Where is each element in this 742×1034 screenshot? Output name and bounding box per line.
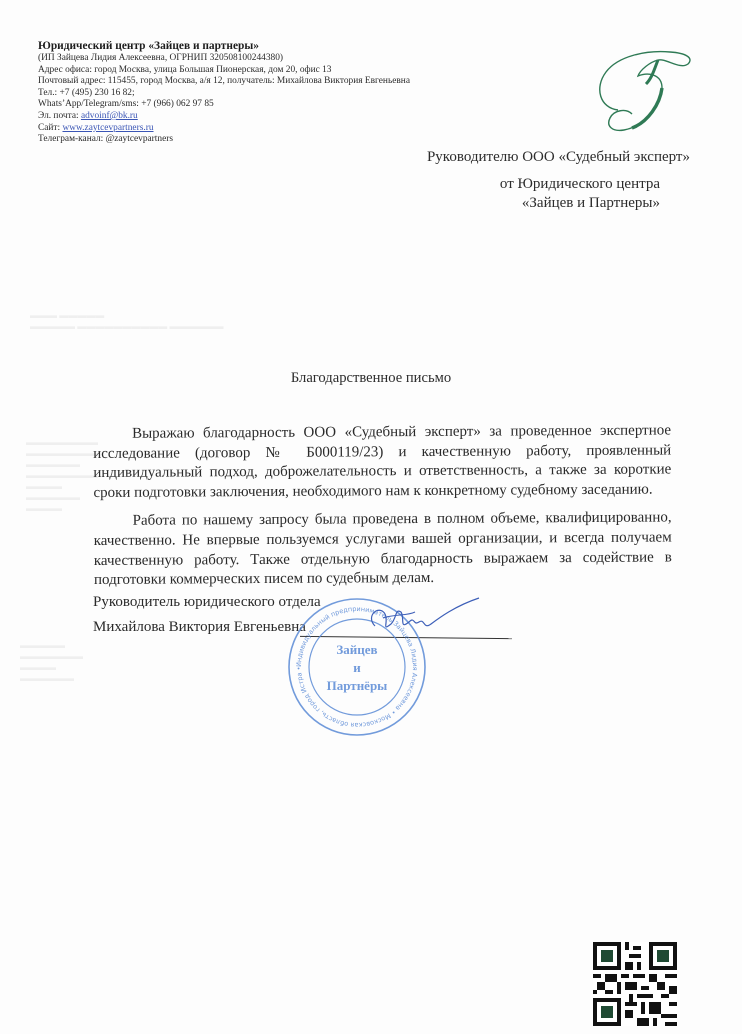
letterhead-line: Почтовый адрес: 115455, город Москва, а/я 12, получатель: Михайлова Виктория Евгеньевна — [38, 76, 410, 87]
site-link[interactable]: www.zaytcevpartners.ru — [62, 122, 154, 133]
letterhead-line: Whats’App/Telegram/sms: +7 (966) 062 97 85 — [38, 99, 214, 110]
letterhead-line: Тел.: +7 (495) 230 16 82; — [38, 87, 135, 98]
handwritten-signature — [355, 596, 485, 644]
svg-text:Индивидуальный предприниматель: Индивидуальный предприниматель Зайцева Лидия Алексеевна • Московская область, город Истра • — [294, 604, 420, 730]
site-line: Сайт: www.zaytcevpartners.ru — [38, 122, 154, 133]
signer-name: Михайлова Виктория Евгеньевна — [93, 619, 306, 635]
body-paragraph: Выражаю благодарность ООО «Судебный эксперт» за проведенное экспертное исследование (договор № Б000119/23) и качественную работу, проявленный индивидуальный подход, доброжелательность и ответственность, а также за короткие сроки подготовки заключения, необходимого нам к конкретному судебному заседанию. — [93, 422, 672, 501]
svg-text:Зайцев: Зайцев — [336, 642, 378, 657]
telegram-line: Телеграм-канал: @zaytcevpartners — [38, 134, 174, 145]
svg-text:Партнёры: Партнёры — [326, 678, 388, 693]
addressee-from: от Юридического центра — [499, 176, 660, 192]
email-line: Эл. почта: advoinf@bk.ru — [38, 110, 138, 121]
org-name: Юридический центр «Зайцев и партнеры» — [38, 40, 259, 52]
addressee-to: Руководителю ООО «Судебный эксперт» — [426, 149, 690, 165]
letterhead — [38, 40, 410, 146]
body-paragraph: Работа по нашему запросу была проведена в полном объеме, квалифицированно, качественно. Не впервые пользуемся услугами вашей организации, и всегда получаем качественную работу. Также отдельную благодарность выражаем за содействие в подготовки коммерческих писем по судебным делам. — [93, 509, 672, 589]
signer-position: Руководитель юридического отдела — [93, 594, 321, 610]
letter-body — [93, 421, 672, 599]
letterhead-line: Адрес офиса: город Москва, улица Большая Пионерская, дом 20, офис 13 — [38, 64, 332, 75]
scan-show-through: ▬▬▬ ▬▬▬▬▬ ▬▬▬▬▬ ▬▬▬▬▬▬▬▬▬▬ ▬▬▬▬▬▬ — [30, 310, 224, 331]
svg-text:и: и — [353, 660, 361, 675]
letter-title: Благодарственное письмо — [290, 370, 452, 386]
addressee-from-org: «Зайцев и Партнеры» — [521, 195, 660, 211]
email-link[interactable]: advoinf@bk.ru — [80, 110, 138, 121]
scan-show-through: ▬▬▬▬▬ ▬▬▬▬▬▬▬ ▬▬▬▬ ▬▬▬▬▬▬ — [20, 640, 83, 683]
scan-show-through: ▬▬▬▬▬▬▬▬ ▬▬▬▬▬▬▬▬ ▬▬▬▬▬▬ ▬▬▬▬▬▬▬▬ ▬▬▬▬ ▬▬▬▬▬▬ ▬▬▬▬ — [26, 437, 98, 513]
letterhead-line: (ИП Зайцева Лидия Алексеевна, ОГРНИП 320508100244380) — [38, 53, 283, 63]
monogram-b-icon — [588, 38, 698, 138]
qr-code-icon — [593, 942, 677, 1026]
addressee-block — [427, 148, 694, 213]
